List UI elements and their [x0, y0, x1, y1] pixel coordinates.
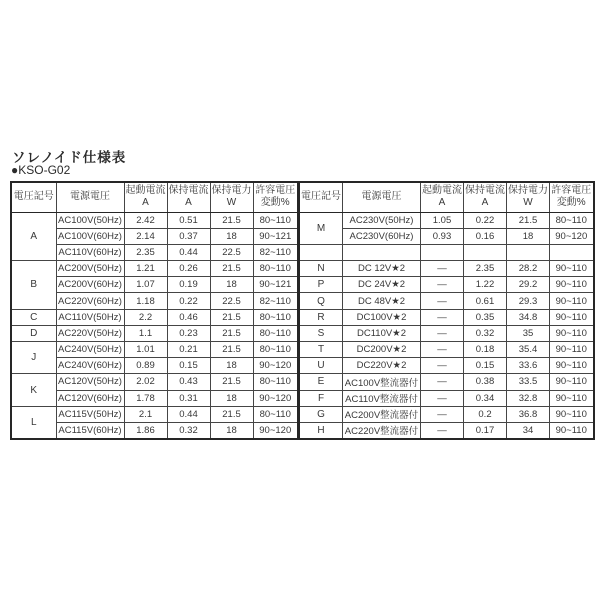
voltage-symbol-cell: J [11, 342, 56, 374]
voltage-tolerance-cell: 90~121 [253, 228, 298, 244]
header-inrush-current-unit: A [438, 197, 446, 209]
inrush-current-cell: 2.35 [124, 244, 167, 260]
holding-current-cell [464, 244, 507, 260]
holding-power-cell: 21.5 [210, 374, 253, 390]
holding-power-cell: 21.5 [210, 261, 253, 277]
holding-power-cell: 21.5 [507, 212, 550, 228]
source-voltage-cell: AC100V(50Hz) [56, 212, 124, 228]
holding-current-cell: 0.17 [464, 422, 507, 438]
holding-current-cell: 0.61 [464, 293, 507, 309]
voltage-symbol-cell [299, 244, 343, 260]
header-inrush-current-unit: A [142, 197, 149, 209]
inrush-current-cell: 1.1 [124, 325, 167, 341]
table-row [11, 309, 298, 325]
header-voltage-tolerance [550, 182, 594, 212]
holding-current-cell: 0.34 [464, 390, 507, 406]
voltage-tolerance-cell: 90~120 [253, 390, 298, 406]
voltage-symbol-cell: S [299, 325, 343, 341]
page-title: ソレノイド仕様表 [12, 150, 127, 165]
voltage-symbol-cell: U [299, 358, 343, 374]
header-holding-power [507, 182, 550, 212]
voltage-tolerance-cell: 90~121 [253, 277, 298, 293]
holding-power-cell [507, 244, 550, 260]
holding-power-cell: 22.5 [210, 293, 253, 309]
table-header-left [11, 182, 298, 212]
voltage-symbol-cell: R [299, 309, 343, 325]
voltage-symbol-cell: A [11, 212, 56, 261]
voltage-symbol-cell: G [299, 406, 343, 422]
voltage-symbol-cell: T [299, 342, 343, 358]
table-row [11, 406, 298, 422]
table-header-right [299, 182, 594, 212]
header-holding-current [167, 182, 210, 212]
holding-current-cell: 0.26 [167, 261, 210, 277]
holding-power-cell: 32.8 [507, 390, 550, 406]
source-voltage-cell: DC110V★2 [343, 325, 421, 341]
voltage-symbol-cell: L [11, 406, 56, 438]
inrush-current-cell: 0.89 [124, 358, 167, 374]
inrush-current-cell: — [421, 293, 464, 309]
holding-power-cell: 18 [507, 228, 550, 244]
inrush-current-cell: 2.14 [124, 228, 167, 244]
holding-current-cell: 2.35 [464, 261, 507, 277]
holding-power-cell: 18 [210, 390, 253, 406]
holding-power-cell: 21.5 [210, 212, 253, 228]
voltage-tolerance-cell: 80~110 [550, 212, 594, 228]
holding-current-cell: 0.37 [167, 228, 210, 244]
header-voltage-symbol: 電圧記号 [299, 182, 343, 212]
inrush-current-cell: 0.93 [421, 228, 464, 244]
source-voltage-cell: AC230V(50Hz) [343, 212, 421, 228]
voltage-symbol-cell: E [299, 374, 343, 390]
holding-power-cell: 21.5 [210, 325, 253, 341]
voltage-tolerance-cell: 90~110 [550, 325, 594, 341]
source-voltage-cell: DC200V★2 [343, 342, 421, 358]
voltage-tolerance-cell: 90~110 [550, 422, 594, 438]
holding-power-cell: 21.5 [210, 406, 253, 422]
voltage-tolerance-cell: 80~110 [253, 261, 298, 277]
voltage-tolerance-cell: 90~110 [550, 261, 594, 277]
source-voltage-cell: AC120V(50Hz) [56, 374, 124, 390]
header-voltage-symbol: 電圧記号 [11, 182, 56, 212]
header-voltage-tolerance-label: 許容電圧 [551, 184, 592, 196]
header-row [299, 182, 594, 212]
header-inrush-current [124, 182, 167, 212]
source-voltage-cell: AC200V整流器付 [343, 406, 421, 422]
voltage-symbol-cell: N [299, 261, 343, 277]
source-voltage-cell: DC 24V★2 [343, 277, 421, 293]
voltage-symbol-cell: C [11, 309, 56, 325]
header-holding-power-unit: W [523, 197, 533, 209]
header-inrush-current-label: 起動電流 [422, 184, 462, 196]
source-voltage-cell: DC 48V★2 [343, 293, 421, 309]
table-row [299, 406, 594, 422]
inrush-current-cell: — [421, 390, 464, 406]
voltage-tolerance-cell: 90~110 [550, 390, 594, 406]
holding-current-cell: 0.18 [464, 342, 507, 358]
source-voltage-cell: AC220V(60Hz) [56, 293, 124, 309]
voltage-symbol-cell: K [11, 374, 56, 406]
spec-tables-container [10, 181, 595, 440]
holding-current-cell: 0.44 [167, 406, 210, 422]
holding-current-cell: 1.22 [464, 277, 507, 293]
holding-current-cell: 0.15 [464, 358, 507, 374]
table-row [299, 309, 594, 325]
table-row [299, 342, 594, 358]
table-row [299, 228, 594, 244]
table-row [299, 358, 594, 374]
holding-power-cell: 18 [210, 277, 253, 293]
voltage-tolerance-cell: 80~110 [253, 309, 298, 325]
source-voltage-cell: AC110V(50Hz) [56, 309, 124, 325]
inrush-current-cell: 1.78 [124, 390, 167, 406]
table-row [11, 261, 298, 277]
inrush-current-cell: 1.05 [421, 212, 464, 228]
header-holding-power-label: 保持電力 [508, 184, 548, 196]
voltage-tolerance-cell: 90~120 [550, 228, 594, 244]
holding-current-cell: 0.43 [167, 374, 210, 390]
holding-current-cell: 0.32 [167, 422, 210, 438]
holding-current-cell: 0.2 [464, 406, 507, 422]
header-inrush-current [421, 182, 464, 212]
voltage-symbol-cell: D [11, 325, 56, 341]
header-holding-current [464, 182, 507, 212]
holding-power-cell: 21.5 [210, 309, 253, 325]
table-row [299, 390, 594, 406]
holding-current-cell: 0.38 [464, 374, 507, 390]
holding-power-cell: 34 [507, 422, 550, 438]
voltage-tolerance-cell: 90~110 [550, 342, 594, 358]
source-voltage-cell: AC200V(50Hz) [56, 261, 124, 277]
voltage-tolerance-cell: 90~110 [550, 277, 594, 293]
voltage-tolerance-cell: 82~110 [253, 244, 298, 260]
header-holding-current-label: 保持電流 [465, 184, 505, 196]
table-row [299, 244, 594, 260]
inrush-current-cell [421, 244, 464, 260]
inrush-current-cell: — [421, 422, 464, 438]
holding-current-cell: 0.19 [167, 277, 210, 293]
holding-current-cell: 0.44 [167, 244, 210, 260]
holding-power-cell: 21.5 [210, 342, 253, 358]
table-row [11, 212, 298, 228]
holding-power-cell: 35 [507, 325, 550, 341]
holding-power-cell: 18 [210, 358, 253, 374]
voltage-tolerance-cell: 90~110 [550, 358, 594, 374]
holding-current-cell: 0.32 [464, 325, 507, 341]
header-inrush-current-label: 起動電流 [125, 184, 166, 196]
header-voltage-tolerance-unit: 変動% [556, 197, 586, 209]
voltage-tolerance-cell: 90~110 [550, 293, 594, 309]
holding-current-cell: 0.31 [167, 390, 210, 406]
inrush-current-cell: — [421, 374, 464, 390]
header-holding-current-unit: A [481, 197, 489, 209]
holding-power-cell: 35.4 [507, 342, 550, 358]
table-row [299, 212, 594, 228]
header-holding-power-label: 保持電力 [211, 184, 252, 196]
header-voltage-tolerance-unit: 変動% [260, 197, 290, 209]
holding-current-cell: 0.51 [167, 212, 210, 228]
source-voltage-cell: AC230V(60Hz) [343, 228, 421, 244]
source-voltage-cell [343, 244, 421, 260]
voltage-tolerance-cell: 80~110 [253, 325, 298, 341]
holding-power-cell: 29.2 [507, 277, 550, 293]
holding-power-cell: 33.5 [507, 374, 550, 390]
source-voltage-cell: DC 12V★2 [343, 261, 421, 277]
inrush-current-cell: 2.02 [124, 374, 167, 390]
holding-current-cell: 0.23 [167, 325, 210, 341]
source-voltage-cell: AC100V(60Hz) [56, 228, 124, 244]
inrush-current-cell: 2.42 [124, 212, 167, 228]
inrush-current-cell: 1.86 [124, 422, 167, 438]
inrush-current-cell: 1.18 [124, 293, 167, 309]
holding-power-cell: 34.8 [507, 309, 550, 325]
voltage-symbol-cell: P [299, 277, 343, 293]
source-voltage-cell: AC110V(60Hz) [56, 244, 124, 260]
voltage-symbol-cell: B [11, 261, 56, 310]
inrush-current-cell: — [421, 358, 464, 374]
holding-current-cell: 0.35 [464, 309, 507, 325]
table-row [299, 277, 594, 293]
table-row [299, 261, 594, 277]
table-body-left [11, 212, 298, 439]
voltage-tolerance-cell: 80~110 [253, 406, 298, 422]
holding-current-cell: 0.46 [167, 309, 210, 325]
holding-power-cell: 22.5 [210, 244, 253, 260]
table-body-right [299, 212, 594, 439]
holding-current-cell: 0.15 [167, 358, 210, 374]
voltage-tolerance-cell [550, 244, 594, 260]
source-voltage-cell: AC115V(50Hz) [56, 406, 124, 422]
voltage-tolerance-cell: 80~110 [253, 342, 298, 358]
spec-table-right [298, 181, 595, 440]
source-voltage-cell: AC220V(50Hz) [56, 325, 124, 341]
voltage-symbol-cell: F [299, 390, 343, 406]
table-row [299, 325, 594, 341]
header-source-voltage: 電源電圧 [343, 182, 421, 212]
holding-power-cell: 18 [210, 422, 253, 438]
inrush-current-cell: 1.07 [124, 277, 167, 293]
inrush-current-cell: 1.01 [124, 342, 167, 358]
inrush-current-cell: — [421, 325, 464, 341]
voltage-symbol-cell: H [299, 422, 343, 438]
source-voltage-cell: DC220V★2 [343, 358, 421, 374]
source-voltage-cell: DC100V★2 [343, 309, 421, 325]
header-holding-power [210, 182, 253, 212]
voltage-tolerance-cell: 90~120 [253, 422, 298, 438]
table-row [11, 342, 298, 358]
source-voltage-cell: AC120V(60Hz) [56, 390, 124, 406]
holding-current-cell: 0.16 [464, 228, 507, 244]
voltage-tolerance-cell: 90~110 [550, 406, 594, 422]
inrush-current-cell: — [421, 277, 464, 293]
table-row [299, 422, 594, 438]
holding-power-cell: 18 [210, 228, 253, 244]
voltage-tolerance-cell: 90~110 [550, 309, 594, 325]
inrush-current-cell: — [421, 261, 464, 277]
table-row [299, 293, 594, 309]
voltage-symbol-cell: M [299, 212, 343, 244]
inrush-current-cell: — [421, 406, 464, 422]
inrush-current-cell: 2.2 [124, 309, 167, 325]
holding-power-cell: 33.6 [507, 358, 550, 374]
inrush-current-cell: 2.1 [124, 406, 167, 422]
source-voltage-cell: AC220V整流器付 [343, 422, 421, 438]
voltage-tolerance-cell: 90~120 [253, 358, 298, 374]
source-voltage-cell: AC240V(60Hz) [56, 358, 124, 374]
header-holding-power-unit: W [226, 197, 237, 209]
inrush-current-cell: — [421, 309, 464, 325]
table-row [11, 374, 298, 390]
source-voltage-cell: AC200V(60Hz) [56, 277, 124, 293]
holding-current-cell: 0.22 [464, 212, 507, 228]
source-voltage-cell: AC240V(50Hz) [56, 342, 124, 358]
voltage-symbol-cell: Q [299, 293, 343, 309]
header-source-voltage: 電源電圧 [56, 182, 124, 212]
header-voltage-tolerance-label: 許容電圧 [255, 184, 296, 196]
header-holding-current-label: 保持電流 [168, 184, 209, 196]
inrush-current-cell: 1.21 [124, 261, 167, 277]
holding-power-cell: 28.2 [507, 261, 550, 277]
model-number-label: ●KSO-G02 [11, 163, 71, 177]
header-row [11, 182, 298, 212]
source-voltage-cell: AC115V(60Hz) [56, 422, 124, 438]
voltage-tolerance-cell: 80~110 [253, 374, 298, 390]
spec-table-left [10, 181, 299, 440]
table-row [299, 374, 594, 390]
voltage-tolerance-cell: 82~110 [253, 293, 298, 309]
header-holding-current-unit: A [185, 197, 192, 209]
source-voltage-cell: AC100V整流器付 [343, 374, 421, 390]
voltage-tolerance-cell: 80~110 [253, 212, 298, 228]
header-voltage-tolerance [253, 182, 298, 212]
holding-power-cell: 29.3 [507, 293, 550, 309]
table-row [11, 325, 298, 341]
inrush-current-cell: — [421, 342, 464, 358]
holding-current-cell: 0.21 [167, 342, 210, 358]
source-voltage-cell: AC110V整流器付 [343, 390, 421, 406]
holding-power-cell: 36.8 [507, 406, 550, 422]
holding-current-cell: 0.22 [167, 293, 210, 309]
voltage-tolerance-cell: 90~110 [550, 374, 594, 390]
